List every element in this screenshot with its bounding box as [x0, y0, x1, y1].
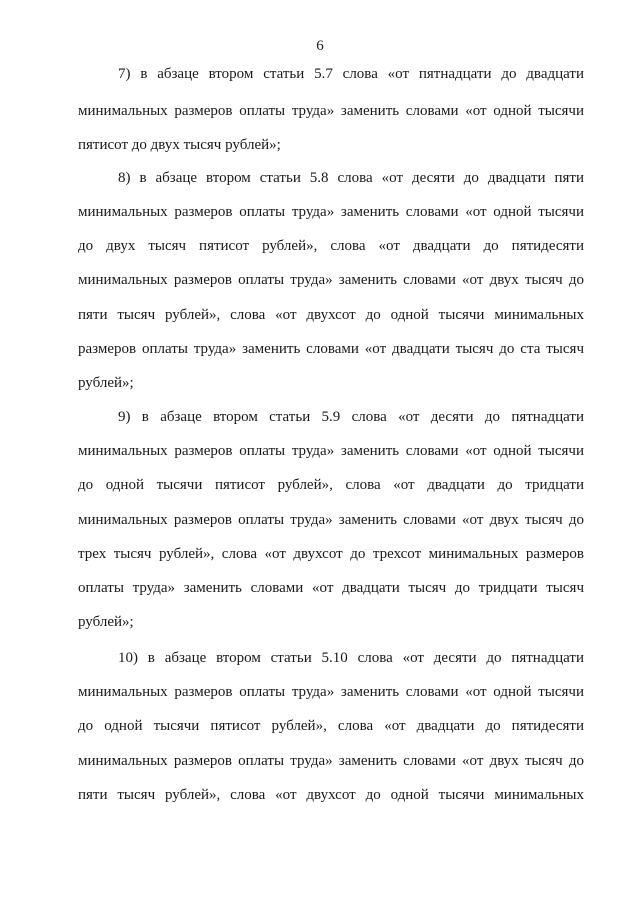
text-line: 10) в абзаце втором статьи 5.10 слова «от десяти до пятнадцати: [118, 650, 584, 666]
text-line: минимальных размеров оплаты труда» заменить словами «от одной тысячи: [78, 443, 584, 459]
text-line: 8) в абзаце втором статьи 5.8 слова «от десяти до двадцати пяти: [118, 170, 584, 186]
text-line: рублей»;: [78, 375, 134, 391]
text-line: минимальных размеров оплаты труда» заменить словами «от двух тысяч до: [78, 753, 584, 769]
text-line: пятисот до двух тысяч рублей»;: [78, 137, 281, 153]
text-line: минимальных размеров оплаты труда» заменить словами «от одной тысячи: [78, 684, 584, 700]
text-line: 7) в абзаце втором статьи 5.7 слова «от пятнадцати до двадцати: [118, 66, 584, 82]
text-line: до одной тысячи пятисот рублей», слова «от двадцати до тридцати: [78, 477, 584, 493]
text-line: до одной тысячи пятисот рублей», слова «от двадцати до пятидесяти: [78, 718, 584, 734]
page-number: 6: [316, 38, 324, 54]
text-line: минимальных размеров оплаты труда» заменить словами «от двух тысяч до: [78, 512, 584, 528]
text-line: пяти тысяч рублей», слова «от двухсот до одной тысячи минимальных: [78, 307, 584, 323]
text-line: минимальных размеров оплаты труда» заменить словами «от одной тысячи: [78, 103, 584, 119]
text-line: оплаты труда» заменить словами «от двадцати тысяч до тридцати тысяч: [78, 580, 584, 596]
text-line: трех тысяч рублей», слова «от двухсот до трехсот минимальных размеров: [78, 546, 584, 562]
text-line: минимальных размеров оплаты труда» заменить словами «от двух тысяч до: [78, 272, 584, 288]
text-line: до двух тысяч пятисот рублей», слова «от двадцати до пятидесяти: [78, 238, 584, 254]
text-line: пяти тысяч рублей», слова «от двухсот до одной тысячи минимальных: [78, 787, 584, 803]
text-line: рублей»;: [78, 614, 134, 630]
text-line: размеров оплаты труда» заменить словами «от двадцати тысяч до ста тысяч: [78, 341, 584, 357]
text-line: минимальных размеров оплаты труда» заменить словами «от одной тысячи: [78, 204, 584, 220]
text-line: 9) в абзаце втором статьи 5.9 слова «от десяти до пятнадцати: [118, 409, 584, 425]
